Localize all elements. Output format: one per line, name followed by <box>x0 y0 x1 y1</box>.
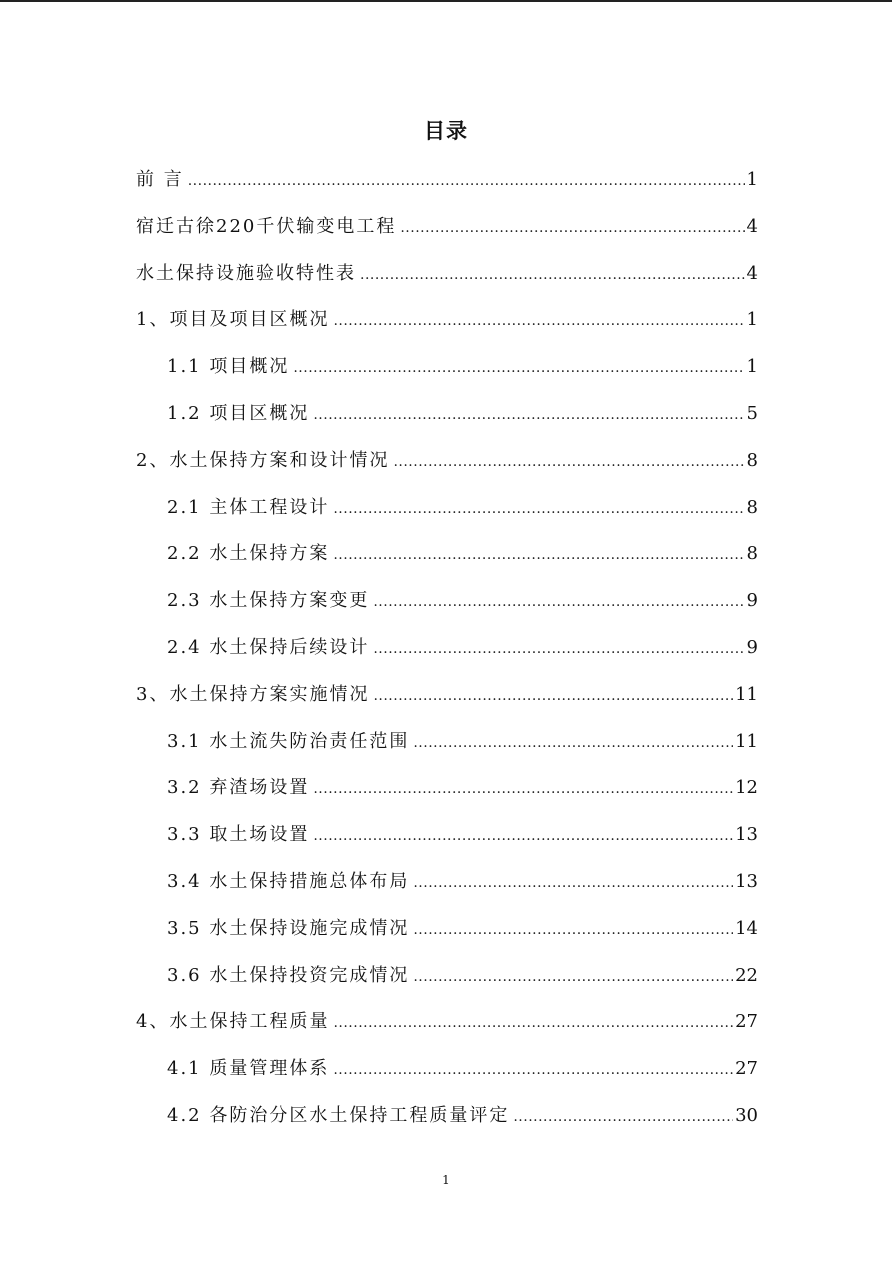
toc-entry[interactable] <box>136 344 758 391</box>
toc-dot-leader <box>313 392 744 439</box>
toc-entry-page-number: 8 <box>746 543 758 565</box>
toc-entry[interactable] <box>136 157 758 204</box>
toc-dot-leader <box>413 907 733 954</box>
toc-entry[interactable] <box>136 906 758 953</box>
toc-entry-page-number: 8 <box>746 496 758 518</box>
toc-entry-page-number: 22 <box>735 964 758 986</box>
toc-entry[interactable] <box>136 672 758 719</box>
toc-entry-title: 3.5 水土保持设施完成情况 <box>167 917 410 939</box>
toc-dot-leader <box>333 532 744 579</box>
toc-entry-title: 4、水土保持工程质量 <box>136 1011 330 1033</box>
toc-entry[interactable] <box>136 1093 758 1140</box>
toc-entry-page-number: 1 <box>746 169 758 190</box>
page-title: 目录 <box>424 118 468 143</box>
toc-entry[interactable] <box>136 812 758 859</box>
page-number: 1 <box>442 1173 450 1187</box>
toc-dot-leader <box>333 486 744 533</box>
toc-entry[interactable] <box>136 438 758 485</box>
toc-entry[interactable] <box>136 297 758 344</box>
toc-entry[interactable] <box>136 765 758 812</box>
toc-dot-leader <box>513 1094 733 1141</box>
toc-entry-title: 1、项目及项目区概况 <box>136 309 330 331</box>
toc-entry-page-number: 12 <box>735 777 758 799</box>
toc-entry-title: 1.2 项目区概况 <box>167 402 310 424</box>
toc-entry[interactable] <box>136 204 758 251</box>
toc-entry-page-number: 8 <box>746 449 758 471</box>
toc-entry-title: 水土保持设施验收特性表 <box>136 262 356 284</box>
toc-dot-leader <box>373 579 744 626</box>
toc-entry-title: 1.1 项目概况 <box>167 356 290 378</box>
toc-entry-title: 3.1 水土流失防治责任范围 <box>167 730 410 752</box>
toc-entry-title: 2、水土保持方案和设计情况 <box>136 449 390 471</box>
toc-entry-title: 2.1 主体工程设计 <box>167 496 330 518</box>
toc-entry-title: 4.2 各防治分区水土保持工程质量评定 <box>167 1104 510 1126</box>
toc-entry-title: 4.1 质量管理体系 <box>167 1058 330 1080</box>
toc-entry-page-number: 13 <box>735 870 758 892</box>
toc-entry[interactable] <box>136 719 758 766</box>
toc-entry-page-number: 4 <box>746 262 758 284</box>
toc-entry-page-number: 9 <box>746 590 758 612</box>
toc-entry-page-number: 11 <box>735 683 758 705</box>
toc-entry-page-number: 11 <box>735 730 758 752</box>
toc-dot-leader <box>413 954 733 1001</box>
toc-entry-page-number: 5 <box>746 402 758 424</box>
toc-entry[interactable] <box>136 953 758 1000</box>
toc-entry-page-number: 1 <box>746 356 758 378</box>
toc-entry-page-number: 30 <box>735 1104 758 1126</box>
toc-entry-title: 3.4 水土保持措施总体布局 <box>167 870 410 892</box>
page-top-border <box>0 0 892 2</box>
toc-dot-leader <box>360 252 745 299</box>
toc-entry[interactable] <box>136 391 758 438</box>
toc-entry[interactable] <box>136 485 758 532</box>
toc-dot-leader <box>333 1047 733 1094</box>
toc-entry[interactable] <box>136 859 758 906</box>
toc-entry-page-number: 14 <box>735 917 758 939</box>
toc-entry-page-number: 27 <box>735 1058 758 1080</box>
toc-entry[interactable] <box>136 999 758 1046</box>
toc-dot-leader <box>373 626 744 673</box>
toc-dot-leader <box>188 158 745 205</box>
toc-entry[interactable] <box>136 578 758 625</box>
toc-dot-leader <box>373 673 733 720</box>
toc-entry-title: 3、水土保持方案实施情况 <box>136 683 370 705</box>
toc-entry-title: 宿迁古徐220千伏输变电工程 <box>136 215 397 237</box>
toc-entry-title: 3.2 弃渣场设置 <box>167 777 310 799</box>
toc-entry-title: 前 言 <box>136 169 184 190</box>
toc-entry-page-number: 13 <box>735 824 758 846</box>
toc-entry-page-number: 4 <box>746 215 758 237</box>
toc-entry[interactable] <box>136 531 758 578</box>
table-of-contents <box>136 157 758 1140</box>
toc-dot-leader <box>413 860 733 907</box>
toc-dot-leader <box>313 766 733 813</box>
toc-entry-title: 2.2 水土保持方案 <box>167 543 330 565</box>
toc-entry[interactable] <box>136 1046 758 1093</box>
toc-entry-title: 2.3 水土保持方案变更 <box>167 590 370 612</box>
toc-dot-leader <box>333 298 744 345</box>
toc-entry-page-number: 9 <box>746 636 758 658</box>
toc-entry-title: 3.6 水土保持投资完成情况 <box>167 964 410 986</box>
toc-entry-title: 2.4 水土保持后续设计 <box>167 636 370 658</box>
toc-entry[interactable] <box>136 625 758 672</box>
toc-dot-leader <box>413 720 733 767</box>
toc-entry-page-number: 1 <box>746 309 758 331</box>
toc-dot-leader <box>293 345 744 392</box>
toc-entry-page-number: 27 <box>735 1011 758 1033</box>
toc-dot-leader <box>333 1000 733 1047</box>
toc-entry-title: 3.3 取土场设置 <box>167 824 310 846</box>
toc-dot-leader <box>400 205 744 252</box>
toc-dot-leader <box>313 813 733 860</box>
toc-dot-leader <box>393 439 744 486</box>
toc-entry[interactable] <box>136 251 758 298</box>
